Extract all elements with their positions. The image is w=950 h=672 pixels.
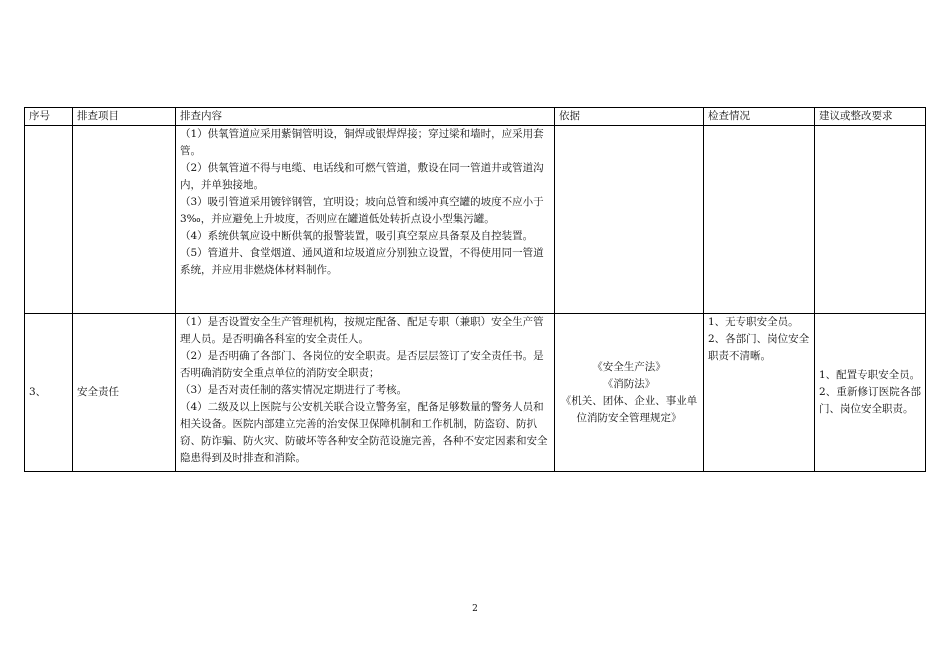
basis-line: 《安全生产法》 xyxy=(592,360,666,373)
content-line: （5）管道井、食堂烟道、通风道和垃圾道应分别独立设置，不得使用同一管道系统，并应用非燃烧体材料制作。 xyxy=(180,247,544,276)
basis-line: 《消防法》 xyxy=(602,377,656,390)
table-row xyxy=(25,314,926,472)
suggestion-line: 1、配置专职安全员。 xyxy=(819,369,921,381)
content-line: （2）是否明确了各部门、各岗位的安全职责。是否层层签订了安全责任书。是否明确消防安全重点单位的消防安全职责； xyxy=(180,350,544,379)
suggestion-line: 2、重新修订医院各部门、岗位安全职责。 xyxy=(819,386,921,415)
basis-line: 《机关、团体、企业、事业单位消防安全管理规定》 xyxy=(560,394,698,424)
row-status xyxy=(704,314,815,472)
header-basis: 依据 xyxy=(555,108,704,126)
row-suggestion xyxy=(815,314,926,472)
content-line: （3）吸引管道采用镀锌钢管，宜明设；坡向总管和缓冲真空罐的坡度不应小于3‰，并应避免上升坡度，否则应在罐道低处转折点设小型集污罐。 xyxy=(180,196,544,225)
content-line: （2）供氧管道不得与电缆、电话线和可燃气管道，敷设在同一管道井或管道沟内，并单独接地。 xyxy=(180,162,544,191)
content-line: （1）是否设置安全生产管理机构，按规定配备、配足专职（兼职）安全生产管理人员。是否明确各科室的安全责任人。 xyxy=(180,316,544,345)
header-suggestion: 建议或整改要求 xyxy=(815,108,926,126)
header-row xyxy=(25,108,926,126)
content-line: （3）是否对责任制的落实情况定期进行了考核。 xyxy=(180,384,408,396)
row-item xyxy=(73,126,176,314)
header-no: 序号 xyxy=(25,108,73,126)
row-basis xyxy=(555,314,704,472)
content-line: （1）供氧管道应采用紫铜管明设，铜焊或银焊焊接；穿过梁和墙时，应采用套管。 xyxy=(180,128,544,157)
status-line: 2、各部门、岗位安全职责不清晰。 xyxy=(708,333,810,362)
content-line: （4）二级及以上医院与公安机关联合设立警务室，配备足够数量的警务人员和相关设备。医院内部建立完善的治安保卫保障机制和工作机制，防盗窃、防扒窃、防诈骗、防火灾、防破坏等各种安全防范设施完善，各种不安定因素和安全隐患得到及时排查和消除。 xyxy=(180,401,548,464)
table-row xyxy=(25,126,926,314)
header-item: 排查项目 xyxy=(73,108,176,126)
inspection-table xyxy=(24,107,926,472)
row-status xyxy=(704,126,815,314)
content-line: （4）系统供氧应设中断供氧的报警装置，吸引真空泵应具备泵及自控装置。 xyxy=(180,230,534,242)
row-content xyxy=(176,126,555,314)
row-no xyxy=(25,126,73,314)
row-basis xyxy=(555,126,704,314)
row-item: 安全责任 xyxy=(73,314,176,472)
row-no: 3、 xyxy=(25,314,73,472)
row-suggestion xyxy=(815,126,926,314)
header-content: 排查内容 xyxy=(176,108,555,126)
row-content xyxy=(176,314,555,472)
header-status: 检查情况 xyxy=(704,108,815,126)
page-number: 2 xyxy=(472,604,478,614)
status-line: 1、无专职安全员。 xyxy=(708,316,799,328)
